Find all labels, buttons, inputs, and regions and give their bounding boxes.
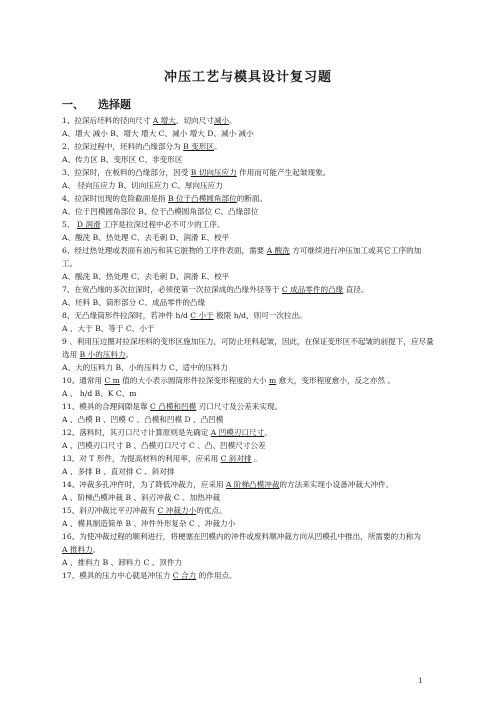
line-text: 17、模具的压力中心就是冲压力 xyxy=(62,571,173,580)
text-line xyxy=(62,491,436,504)
line-text: A 、凸模 B 、凹模 C 、凸模和凹模 D 、凸凹模 xyxy=(62,415,224,424)
line-text: A、大的压料力 B、小的压料力 C、适中的压料力 xyxy=(62,363,228,372)
line-text: 愈大，变形程度愈小，反之亦然 。 xyxy=(276,376,395,385)
line-text: A、酸洗 B、热处理 C、去毛刺 D、润滑 E、校平 xyxy=(62,272,230,281)
answer-text: A 凹模刃口尺寸 xyxy=(210,428,265,437)
answer-text: 减小 xyxy=(213,116,230,125)
text-line xyxy=(62,153,436,166)
page-number: 1 xyxy=(418,676,423,685)
text-line xyxy=(62,114,436,127)
line-text: A、位于凹模圆角部位 B、位于凸模圆角部位 C、凸缘部位 xyxy=(62,207,259,216)
text-line xyxy=(62,504,436,517)
answer-text: A 推料力 xyxy=(62,545,93,554)
section-heading xyxy=(62,96,131,112)
text-line xyxy=(62,218,436,231)
answer-text: m xyxy=(269,376,277,385)
text-line xyxy=(62,530,436,543)
line-text: A 、模具制造简单 B 、冲件外形复杂 C 、冲裁力小 xyxy=(62,519,236,528)
text-line xyxy=(62,465,436,478)
text-line xyxy=(62,140,436,153)
text-line xyxy=(62,296,436,309)
line-text: 8、无凸缘筒形件拉深时，若冲件 h/d xyxy=(62,311,191,320)
line-text: 13、对 T 形件，为提高材料的利用率，应采用 xyxy=(62,454,221,463)
line-text: 5、 xyxy=(62,220,77,229)
line-text: 1、拉深后坯料的径向尺寸 xyxy=(62,116,153,125)
line-text: 值的大小表示圆筒形件拉深变形程度的大小 xyxy=(119,376,269,385)
question-list xyxy=(62,114,436,582)
line-text: 4、拉深时出现的危险截面是指 xyxy=(62,194,168,203)
answer-text: C 斜对排 xyxy=(220,454,252,463)
document-title: 冲压工艺与模具设计复习题 xyxy=(163,70,332,85)
line-text: A、增大 减小 B、增大 增大 C、减小 增大 D、减小 减小 xyxy=(62,129,254,138)
line-text: 的作用点。 xyxy=(196,571,237,580)
section-label: 选择题 xyxy=(98,98,131,111)
answer-text: A 阶梯凸模冲裁 xyxy=(225,480,280,489)
line-text: 16、为使冲裁过程的顺利进行，将梗塞在凹模内的冲件或废料顺冲裁方向从凹模孔中推出，所需要的力称为 xyxy=(62,532,421,541)
line-text: 。 xyxy=(251,454,262,463)
line-text: 。 xyxy=(264,428,272,437)
line-text: 作用而可能产生起皱现象。 xyxy=(236,168,331,177)
line-text: 6、经过热处理或表面有油污和其它脏物的工序件表面，需要 xyxy=(62,246,267,255)
text-line xyxy=(62,439,436,452)
line-text: A、传力区 B、变形区 C、非变形区 xyxy=(62,155,183,164)
line-text: A 、推料力 B 、卸料力 C 、顶件力 xyxy=(62,558,183,567)
line-text: A 、阶梯凸模冲裁 B 、斜刃冲裁 C 、加热冲裁 xyxy=(62,493,221,502)
text-line xyxy=(62,413,436,426)
section-number: 一、 xyxy=(62,98,84,111)
line-text: 直径。 xyxy=(343,285,369,294)
answer-text: C 成品零件的凸缘 xyxy=(281,285,344,294)
answer-text: B 位于凸模圆角部位 xyxy=(167,194,237,203)
line-text: 的方法来实现小设备冲裁大冲件。 xyxy=(279,480,394,489)
text-line xyxy=(62,374,436,387)
line-text: 的断面。 xyxy=(236,194,268,203)
text-line xyxy=(62,400,436,413)
text-line xyxy=(62,166,436,179)
line-text: ，切向尺寸 xyxy=(175,116,214,125)
text-line xyxy=(62,205,436,218)
line-text: 14、冲裁多孔冲件时，为了降低冲裁力，应采用 xyxy=(62,480,226,489)
text-line xyxy=(62,270,436,283)
text-line xyxy=(62,244,436,270)
text-line xyxy=(62,192,436,205)
text-line xyxy=(62,322,436,335)
answer-text: C 合力 xyxy=(172,571,197,580)
line-text: 7、在宽凸缘的多次拉深时，必须使第一次拉深成的凸缘外径等于 xyxy=(62,285,282,294)
text-line xyxy=(62,127,436,140)
text-line xyxy=(62,543,436,556)
line-text: A、 径向压应力 B、切向压应力 C、厚向压应力 xyxy=(62,181,223,190)
text-line xyxy=(62,309,436,322)
line-text: 。 xyxy=(125,350,134,359)
answer-text: A 酸洗 xyxy=(266,246,290,255)
line-text: A、坯料 B、筒形部分 C、成品零件的凸缘 xyxy=(62,298,206,307)
answer-text: B 小的压料力 xyxy=(79,350,126,359)
answer-text: C 小于 xyxy=(190,311,214,320)
text-line xyxy=(62,387,436,400)
line-text: 的优点。 xyxy=(196,506,227,515)
text-line xyxy=(62,478,436,491)
answer-text: A 增大 xyxy=(152,116,176,125)
text-line xyxy=(62,517,436,530)
line-text: 极限 h/d，则可一次拉出。 xyxy=(213,311,307,320)
text-line xyxy=(62,452,436,465)
text-line xyxy=(62,179,436,192)
text-line xyxy=(62,335,436,361)
line-text: A 、多排 B 、直对排 C 、斜对排 xyxy=(62,467,175,476)
line-text: 刃口尺寸及公差来实现。 xyxy=(196,402,283,411)
answer-text: D 润滑 xyxy=(76,220,101,229)
line-text: 11、模具的合理间隙是靠 xyxy=(62,402,151,411)
line-text: 3、拉深时，在板料的凸缘部分，因受 xyxy=(62,168,191,177)
text-line xyxy=(62,569,436,582)
line-text: 。 xyxy=(213,142,222,151)
answer-text: C m xyxy=(104,376,120,385)
line-text: 12、落料时，其刃口尺寸计算原则是先确定 xyxy=(62,428,211,437)
line-text: 。 xyxy=(229,116,237,125)
line-text: 2、拉深过程中，坯料的凸缘部分为 xyxy=(62,142,184,151)
text-line xyxy=(62,426,436,439)
text-line xyxy=(62,231,436,244)
line-text: 15、斜刃冲裁比平刃冲裁有 xyxy=(62,506,158,515)
line-text: A 、大于 B、等于 C、小于 xyxy=(62,324,155,333)
line-text: A 、 h/d B、K C、m xyxy=(62,389,137,398)
line-text: 10、通常用 xyxy=(62,376,105,385)
text-line xyxy=(62,283,436,296)
answer-text: B 切向压应力 xyxy=(190,168,237,177)
answer-text: C 冲裁力小 xyxy=(157,506,197,515)
line-text: 方可继续进行冲压加工或其它工序的加工。 xyxy=(62,246,422,268)
line-text: 9 、利用压边圈对拉深坯料的变形区施加压力，可防止坯料起皱，因此，在保证变形区不起皱的前提下，应尽量选用 xyxy=(62,337,434,359)
answer-text: B 变形区 xyxy=(183,142,214,151)
line-text: A、酸洗 B、热处理 C、去毛刺 D、润滑 E、校平 xyxy=(62,233,230,242)
line-text: A 、凹模刃口尺寸 B 、凸模刃口尺寸 C 、凸、凹模尺寸公差 xyxy=(62,441,266,450)
line-text: 。 xyxy=(92,545,101,554)
answer-text: C 凸模和凹模 xyxy=(150,402,197,411)
line-text: 工序是拉深过程中必不可少的工序。 xyxy=(100,220,225,229)
text-line xyxy=(62,361,436,374)
text-line xyxy=(62,556,436,569)
